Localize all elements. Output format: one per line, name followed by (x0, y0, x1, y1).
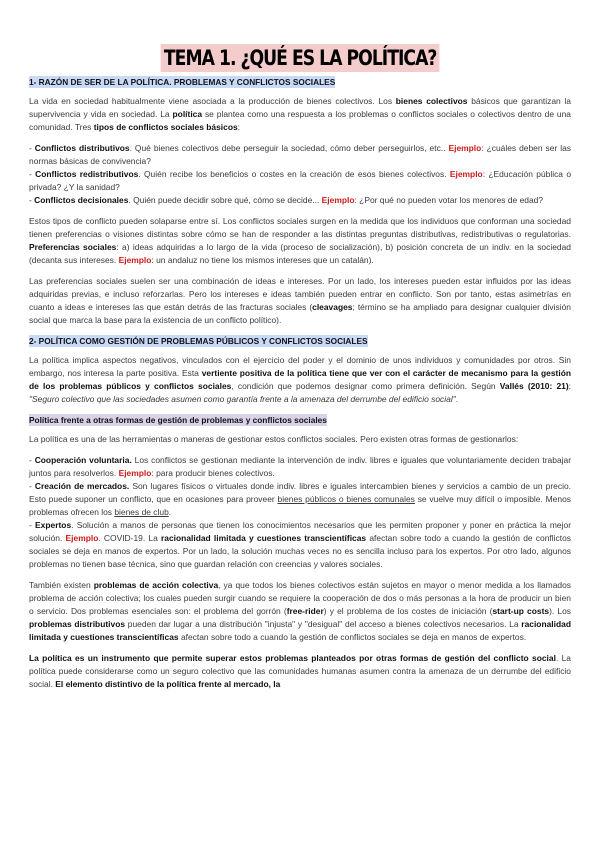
paragraph (29, 579, 571, 644)
text-run: La política implica aspectos negativos, vinculados con el ejercicio del poder y el dominio de unos individuos y comunidades por otros. Sin embargo, nos interesa la parte positiva. Esta (29, 355, 571, 378)
bold-text: Conflictos distributivos (34, 143, 130, 153)
text-run: . La política puede considerarse como un seguro colectivo que las comunidades humanas asumen contra la amenaza de un derrumbe del edificio social. (29, 653, 571, 689)
bold-text: Creación de mercados. (34, 481, 130, 491)
text-run: La política es una de las herramientas o maneras de gestionar estos conflictos sociales. Pero existen otras formas de gestionarlos: (29, 434, 519, 444)
text-run: . Solución a manos de personas que tienen los conocimientos necesarios que les permiten proponer y poner en práctica la mejor solución. (29, 520, 572, 543)
example-label: Ejemplo (448, 143, 482, 153)
paragraph (29, 215, 571, 267)
text-run: afectan sobre todo a cuando la gestión de conflictos sociales se deja en manos de expertos. Por un lado, la solución muchas veces no es sencilla incluso para los expertos. Por otro lado, algunos problemas no tienen base técnica, sino que guardan relación con creencias y valores sociales. (29, 533, 571, 569)
bold-text: Preferencias sociales (29, 242, 117, 252)
text-run: se plantea como una respuesta a los problemas o conflictos sociales o colectivos dentro de una comunidad. Tres (29, 109, 571, 132)
text-run: . Quién puede decidir sobre qué, cómo se decide... (128, 195, 322, 205)
text-run: : un andaluz no tiene los mismos intereses que un catalán). (151, 255, 374, 265)
bold-text: Conflictos decisionales (34, 195, 129, 205)
text-run: Las preferencias sociales suelen ser una combinación de ideas e intereses. Por un lado, los intereses pueden estar influidos por las ideas adquiridas previas, e incluso reforzarlas. Pero los intereses e ideas también pueden entrar en conflicto. Son por tanto, estas asimetrías en cuanto a ideas e intereses las que están detrás de las fracturas sociales ( (29, 276, 571, 312)
text-run: ; término se ha ampliado para designar cualquier división social que marca la base para la existencia de un conflicto político). (29, 302, 572, 325)
document-title (29, 44, 571, 72)
list-item (29, 519, 571, 571)
bold-text: Conflictos redistributivos (35, 169, 139, 179)
section-heading (29, 335, 571, 348)
text-run: ) y el problema de los costes de iniciación ( (323, 606, 493, 616)
bold-text: racionalidad limitada y cuestiones transcientíficas (29, 619, 571, 642)
text-run: - (29, 195, 35, 205)
subsection-heading (29, 414, 571, 427)
bold-text: free-rider (286, 606, 324, 616)
bold-text: Expertos (35, 520, 72, 530)
text-run: - (29, 169, 36, 179)
text-run: . Qué bienes colectivos debe perseguir la sociedad, cómo deber perseguirlos, etc.. (129, 143, 449, 153)
text-run: : ¿Educación pública o privada? ¿Y la sanidad? (29, 169, 572, 192)
text-run: . (168, 507, 172, 517)
text-run: Estos tipos de conflicto pueden solaparse entre sí. Los conflictos sociales surgen en la medida que los individuos que conforman una sociedad tienen preferencias o visiones distintas sobre cómo se han de responder a las distintas preguntas distributivas, redistributivas o regulatorias. (29, 216, 571, 239)
list-item (29, 142, 571, 168)
document-body (29, 76, 571, 691)
text-run: Los conflictos se gestionan mediante la intervención de indiv. libres e iguales que voluntariamente deciden trabajar juntos para resolverlos. (29, 455, 572, 478)
bold-text: Vallés (2010: 21) (499, 381, 569, 391)
quote-text: "Seguro colectivo que las sociedades asumen como garantía frente a la amenaza del derrumbe del edificio social" (29, 394, 456, 404)
example-label: Ejemplo (321, 195, 355, 205)
text-run: - (29, 455, 35, 465)
underlined-text: bienes de club (114, 507, 169, 517)
text-run: . (455, 394, 459, 404)
text-run: . Quién recibe los beneficios o costes en la creación de esos bienes colectivos. (138, 169, 450, 179)
text-run: : para producir bienes colectivos. (151, 468, 275, 478)
text-run: básicos que garantizan la supervivencia y vida en sociedad. La (29, 96, 571, 119)
text-run: Son lugares físicos o virtuales donde indiv. libres e iguales intercambien bienes y servicios a cambio de un precio. Esto puede suponer un conflicto, que en ocasiones para proveer (29, 481, 571, 504)
text-run: , ya que todos los bienes colectivos están sujetos en mayor o menor medida a los llamados problema de acción colectiva; los cuales pueden surgir cuando se requiere la cooperación de dos o más personas a la hora de producir un bien o servicio. Dos problemas esenciales son: el problema del gorrón ( (29, 580, 571, 616)
text-run: : ¿cuáles deben ser las normas básicas de convivencia? (29, 143, 571, 166)
bold-text: start-up costs (492, 606, 550, 616)
example-label: Ejemplo (65, 533, 99, 543)
paragraph (29, 354, 571, 406)
paragraph (29, 433, 571, 446)
underlined-text: bienes públicos o bienes comunales (277, 494, 415, 504)
heading-text: 2- POLÍTICA COMO GESTIÓN DE PROBLEMAS PÚBLICOS Y CONFLICTOS SOCIALES (29, 336, 368, 346)
bold-text: cleavages (312, 302, 353, 312)
text-run: : (568, 381, 572, 391)
section-heading (29, 76, 571, 89)
text-run: pueden dar lugar a una distribución "injusta" y "desigual" del acceso a bienes colectivos necesarios. La (125, 619, 522, 629)
list-item (29, 480, 571, 519)
heading-text: 1- RAZÓN DE SER DE LA POLÍTICA. PROBLEMAS Y CONFLICTOS SOCIALES (29, 77, 336, 87)
bold-text: problemas distributivos (29, 619, 126, 629)
bold-text: tipos de conflictos sociales básicos (93, 122, 238, 132)
bold-text: Cooperación voluntaria. (34, 455, 132, 465)
text-run: - (29, 143, 35, 153)
text-run: : a) ideas adquiridas a lo largo de la vida (proceso de socialización), b) posición concreta de un indiv. en la sociedad (decanta sus intereses. (29, 242, 571, 265)
bold-text: El elemento distintivo de la política frente al mercado, la (55, 679, 281, 689)
example-label: Ejemplo (118, 468, 152, 478)
text-run: La vida en sociedad habitualmente viene asociada a la producción de bienes colectivos. Los (29, 96, 396, 106)
text-run: afectan sobre todo a cuando la gestión de conflictos sociales se deja en manos de expertos. (178, 632, 527, 642)
list-item (29, 194, 571, 207)
text-run: - (29, 520, 36, 530)
text-run: : ¿Por qué no pueden votar los menores de edad? (354, 195, 544, 205)
bold-text: La política es un instrumento que permite superar estos problemas planteados por otras formas de gestión del conflicto social (29, 653, 556, 663)
paragraph (29, 275, 571, 327)
bold-text: problemas de acción colectiva (93, 580, 219, 590)
list-item (29, 168, 571, 194)
paragraph (29, 652, 571, 691)
text-run: - (29, 481, 35, 491)
text-run: También existen (29, 580, 94, 590)
example-label: Ejemplo (118, 255, 152, 265)
text-run: se vuelve muy difícil o imposible. Menos problemas ofrecen los (29, 494, 571, 517)
paragraph (29, 95, 571, 134)
text-run: , condición que podemos designar como primera definición. Según (231, 381, 500, 391)
heading-text: Política frente a otras formas de gestión de problemas y conflictos sociales (29, 415, 327, 425)
example-label: Ejemplo (449, 169, 483, 179)
text-run: . COVID-19. La (98, 533, 161, 543)
text-run: ). Los (549, 606, 572, 616)
text-run: : (237, 122, 241, 132)
document-page (29, 44, 571, 699)
list-item (29, 454, 571, 480)
bullet-list (29, 142, 571, 207)
bold-text: política (172, 109, 203, 119)
title-text: TEMA 1. ¿QUÉ ES LA POLÍTICA? (160, 44, 439, 72)
bullet-list (29, 454, 571, 571)
bold-text: bienes colectivos (395, 96, 468, 106)
bold-text: racionalidad limitada y cuestiones transcientíficas (161, 533, 367, 543)
bold-text: vertiente positiva de la política tiene que ver con el carácter de mecanismo para la gestión de los problemas públicos y conflictos sociales (29, 368, 572, 391)
